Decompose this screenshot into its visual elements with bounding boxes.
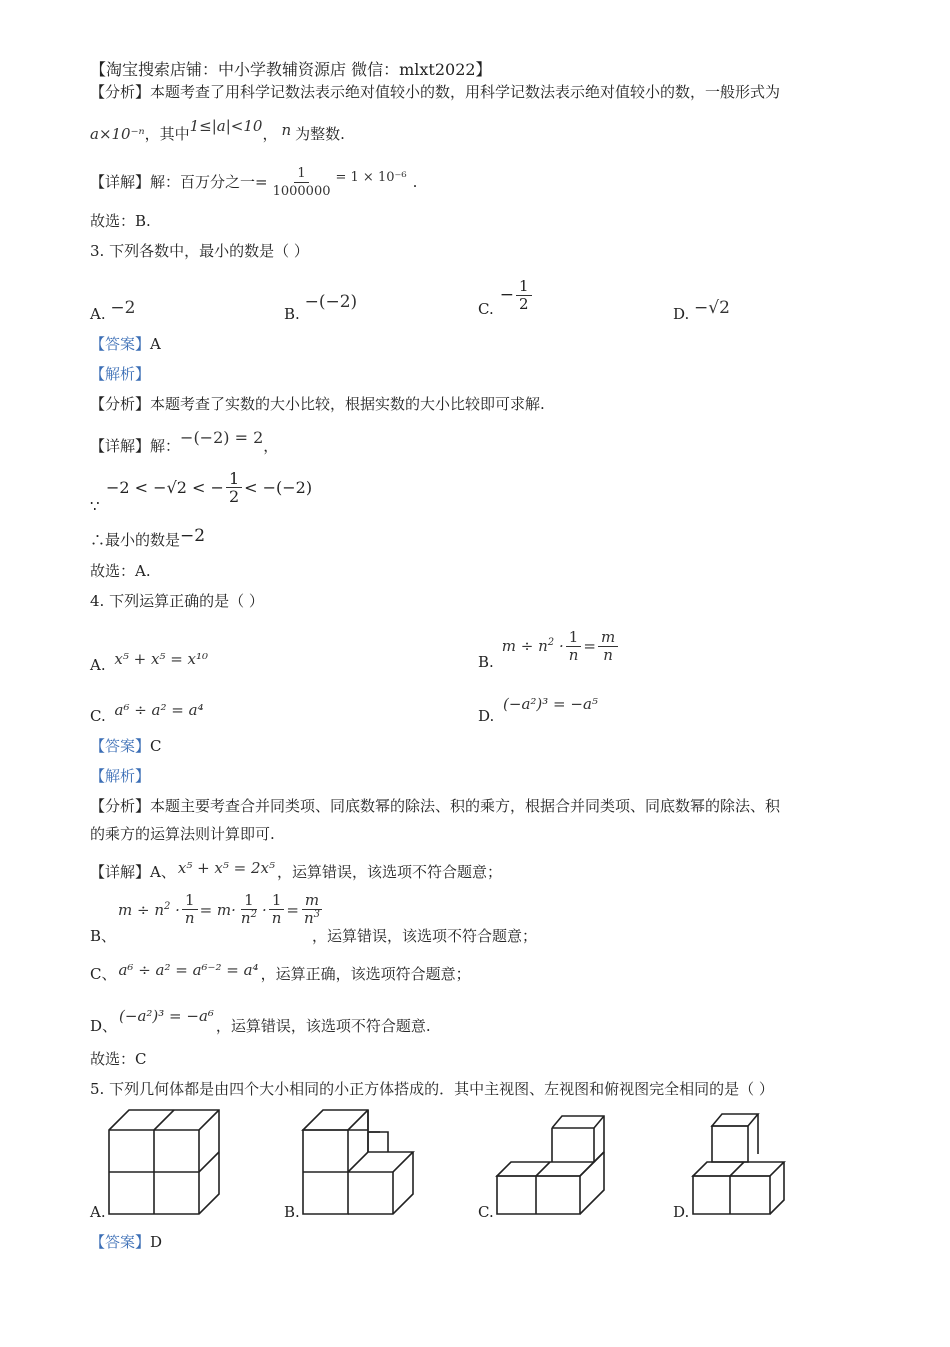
- q5-option-d-label: D.: [673, 1203, 690, 1221]
- q5-option-b-label: B.: [284, 1203, 300, 1221]
- q5-answer: [90, 1232, 162, 1252]
- q3-detail-comma: ，: [263, 437, 279, 455]
- q4-detail-a-math: x⁵ + x⁵ = 2x⁵: [177, 859, 276, 877]
- q3-option-d: [673, 298, 730, 324]
- q4-option-a-expr: x⁵ + x⁵ = x¹⁰: [114, 650, 209, 668]
- q3-option-a-expr: −2: [110, 298, 136, 318]
- q4-answer: [90, 736, 162, 756]
- q2-analysis-n: n: [281, 121, 292, 139]
- q4-detail-c: [90, 961, 471, 984]
- q4-detail-b-text: ，运算错误，该选项不符合题意；: [312, 927, 538, 945]
- q3-answer-value: A: [150, 335, 161, 353]
- q3-option-a: [90, 298, 136, 324]
- q3-stem: 3. 下列各数中，最小的数是（ ）: [90, 242, 309, 260]
- q4-option-b-frac2: $\frac{m}{n}$: [598, 629, 618, 664]
- q3-option-c-den: 2: [518, 294, 529, 313]
- q3-ineq-num: 1: [226, 470, 242, 488]
- q2-frac-num: 1: [294, 165, 308, 183]
- q2-analysis-label: 【分析】: [90, 83, 151, 101]
- q4-stem: 4. 下列运算正确的是（ ）: [90, 592, 264, 610]
- q3-answer: [90, 334, 161, 354]
- q5-option-a-label: A.: [90, 1203, 106, 1221]
- q2-analysis-comma: ，: [262, 125, 278, 143]
- q5-figure-d: [690, 1106, 790, 1218]
- q2-frac-den: 1000000: [272, 183, 331, 199]
- q2-detail-result: = 1 × 10⁻⁶: [335, 170, 407, 185]
- q3-option-b: [284, 292, 358, 324]
- q2-fraction: [270, 165, 334, 200]
- q4-analysis-2: 的乘方的运算法则计算即可.: [90, 825, 275, 843]
- q3-explain-label: 【解析】: [90, 365, 151, 383]
- q3-analysis-text: 本题考查了实数的大小比较，根据实数的大小比较即可求解.: [150, 395, 545, 413]
- q2-detail-text: 解：百万分之一=: [150, 173, 268, 191]
- q5-answer-label: 【答案】: [90, 1233, 151, 1251]
- q3-option-c-label: C.: [478, 300, 494, 318]
- q3-option-c-fraction: [516, 278, 532, 313]
- q3-ineq-part2: < −(−2): [244, 477, 313, 497]
- q2-analysis-text: 本题考查了用科学记数法表示绝对值较小的数，用科学记数法表示绝对值较小的数，一般形式为: [150, 83, 781, 101]
- q2-detail-label: 【详解】: [90, 173, 151, 191]
- q3-option-d-expr: −√2: [694, 298, 730, 318]
- q4-option-d-label: D.: [478, 707, 495, 725]
- q3-therefore-math: −2: [180, 526, 206, 546]
- q5-figure-c: [494, 1106, 612, 1218]
- q3-option-a-label: A.: [90, 305, 106, 323]
- q4-detail-a-text: ，运算错误，该选项不符合题意；: [277, 863, 503, 881]
- q3-option-b-expr: −(−2): [304, 292, 358, 312]
- q5-stem: 5. 下列几何体都是由四个大小相同的小正方体搭成的．其中主视图、左视图和俯视图完全相同的是（ ）: [90, 1080, 774, 1098]
- q5-figure-b: [300, 1106, 418, 1218]
- q3-detail-math: −(−2) = 2: [180, 428, 264, 447]
- q3-option-d-label: D.: [673, 305, 690, 323]
- q4-analysis-1: [90, 796, 780, 816]
- q3-detail: [90, 428, 279, 456]
- q2-analysis-tail: 为整数.: [295, 125, 345, 143]
- q4-analysis-line1: 本题主要考查合并同类项、同底数幂的除法、积的乘方，根据合并同类项、同底数幂的除法、积: [150, 797, 781, 815]
- q4-option-a-label: A.: [90, 656, 106, 674]
- q2-choose: 故选：B.: [90, 212, 151, 230]
- q4-option-c-expr: a⁶ ÷ a² = a⁴: [114, 701, 204, 719]
- q2-analysis: [90, 82, 780, 102]
- q2-analysis-math: a×10⁻ⁿ: [90, 125, 145, 143]
- q3-answer-label: 【答案】: [90, 335, 151, 353]
- q4-option-b-frac1: $\frac{1}{n}$: [566, 629, 582, 664]
- q3-analysis: [90, 394, 545, 414]
- q5-answer-value: D: [150, 1233, 163, 1251]
- q5-figure-a: [106, 1106, 224, 1218]
- q4-detail-a: [90, 859, 503, 882]
- page-header: 【淘宝搜索店铺：中小学教辅资源店 微信：mlxt2022】: [90, 60, 492, 79]
- q4-detail-label: 【详解】: [90, 863, 151, 881]
- q3-option-c: [478, 270, 534, 320]
- q4-detail-b-expr: $m \div n^2$ · $\frac{1}{n}$ = m· $\frac{1}{n^2}$ · $\frac{1}{n}$ = $\frac{m}{n^3}$: [118, 892, 325, 927]
- q3-choose: 故选：A.: [90, 562, 151, 580]
- q4-choose: 故选：C: [90, 1050, 147, 1068]
- q4-detail-d-prefix: D、: [90, 1017, 118, 1035]
- q4-option-b-expr: $m \div n^2$ ·: [501, 637, 564, 655]
- q4-detail-c-prefix: C、: [90, 965, 117, 983]
- q3-analysis-label: 【分析】: [90, 395, 151, 413]
- q3-option-c-sign: −: [499, 285, 514, 305]
- q4-option-a: [90, 650, 209, 675]
- q4-option-b: B. $m \div n^2$ · $\frac{1}{n}$ = $\frac{m}{n}$: [478, 620, 620, 672]
- q4-detail-d-math: (−a²)³ = −a⁶: [119, 1007, 214, 1025]
- q4-explain-label: 【解析】: [90, 767, 151, 785]
- q4-option-d: [478, 695, 598, 726]
- q3-option-c-num: 1: [516, 278, 532, 296]
- q3-therefore-text: ∴最小的数是: [90, 531, 181, 549]
- q4-answer-label: 【答案】: [90, 737, 151, 755]
- q4-detail-c-text: ，运算正确，该选项符合题意；: [260, 965, 471, 983]
- q3-ineq-part1: −2 < −√2 < −: [106, 477, 224, 497]
- q3-ineq-expr: [106, 470, 312, 505]
- q4-detail-d: [90, 1007, 431, 1036]
- q4-detail-a-prefix: A、: [150, 863, 176, 881]
- q3-detail-label: 【详解】: [90, 437, 151, 455]
- q4-option-d-expr: (−a²)³ = −a⁵: [503, 695, 598, 713]
- q4-option-c: [90, 701, 204, 726]
- q3-ineq-den: 2: [228, 487, 240, 506]
- q4-detail-b-prefix: B、: [90, 927, 117, 945]
- q4-option-c-label: C.: [90, 707, 106, 725]
- q2-analysis-mid: ，其中: [144, 125, 190, 143]
- q2-detail: [90, 162, 417, 202]
- q3-option-b-label: B.: [284, 305, 300, 323]
- q2-analysis-cond: 1≤|a|<10: [189, 117, 263, 135]
- q3-detail-text: 解：: [150, 437, 181, 455]
- because-symbol: ∵: [90, 497, 100, 515]
- q2-analysis-cont: [90, 117, 345, 144]
- q5-option-c-label: C.: [478, 1203, 494, 1221]
- q4-detail-d-text: ，运算错误，该选项不符合题意.: [215, 1017, 431, 1035]
- q4-option-b-label: B.: [478, 653, 494, 671]
- q3-therefore: [90, 526, 206, 550]
- q4-answer-value: C: [150, 737, 162, 755]
- q4-analysis-label: 【分析】: [90, 797, 151, 815]
- q2-detail-end: .: [412, 173, 418, 191]
- q4-detail-c-math: a⁶ ÷ a² = a⁶⁻² = a⁴: [118, 961, 259, 979]
- q3-ineq-fraction: [226, 470, 242, 505]
